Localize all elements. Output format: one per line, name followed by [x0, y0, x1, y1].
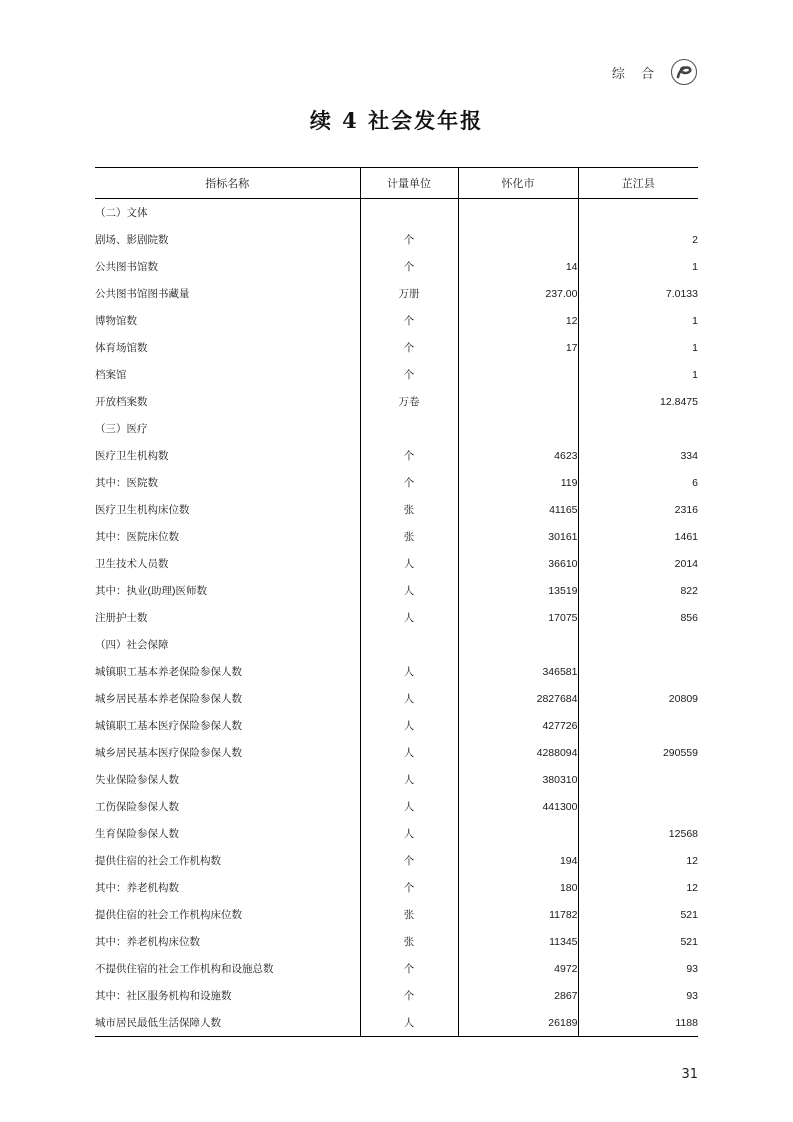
table-row	[95, 307, 698, 334]
row-unit: 个	[360, 253, 458, 280]
row-unit: 个	[360, 361, 458, 388]
row-unit: 人	[360, 1009, 458, 1037]
row-value-huaihua	[458, 631, 578, 658]
row-unit: 人	[360, 739, 458, 766]
row-value-huaihua: 30161	[458, 523, 578, 550]
row-label: （四）社会保障	[95, 639, 169, 651]
row-label: 城市居民最低生活保障人数	[95, 1009, 360, 1037]
row-value-zhijiang: 290559	[578, 739, 698, 766]
table-row	[95, 280, 698, 307]
table-row	[95, 442, 698, 469]
row-unit: 个	[360, 847, 458, 874]
row-value-huaihua: 11345	[458, 928, 578, 955]
row-value-huaihua: 119	[458, 469, 578, 496]
row-value-zhijiang: 7.0133	[578, 280, 698, 307]
row-unit: 个	[360, 469, 458, 496]
column-header-huaihua: 怀化市	[458, 168, 578, 199]
swirl-logo-icon	[670, 58, 698, 86]
row-label: 其中：养老机构数	[95, 882, 179, 894]
row-value-zhijiang	[578, 631, 698, 658]
row-value-huaihua: 427726	[458, 712, 578, 739]
row-value-zhijiang: 93	[578, 955, 698, 982]
row-unit	[360, 415, 458, 442]
row-label: 注册护士数	[95, 612, 148, 624]
row-unit: 张	[360, 901, 458, 928]
row-value-zhijiang: 12568	[578, 820, 698, 847]
table-row	[95, 226, 698, 253]
row-value-huaihua	[458, 361, 578, 388]
row-value-huaihua: 17075	[458, 604, 578, 631]
column-header-indicator: 指标名称	[205, 178, 250, 190]
row-label: 其中：社区服务机构和设施数	[95, 990, 232, 1002]
row-value-huaihua: 4623	[458, 442, 578, 469]
row-value-huaihua	[458, 199, 578, 227]
row-unit: 个	[360, 955, 458, 982]
row-value-zhijiang: 1	[578, 334, 698, 361]
row-value-zhijiang: 1	[578, 253, 698, 280]
row-value-zhijiang: 2014	[578, 550, 698, 577]
row-value-huaihua: 2867	[458, 982, 578, 1009]
table-row	[95, 388, 698, 415]
row-value-zhijiang: 521	[578, 928, 698, 955]
table-row	[95, 739, 698, 766]
row-label: 医疗卫生机构数	[95, 450, 169, 462]
table-row	[95, 577, 698, 604]
row-unit: 个	[360, 307, 458, 334]
row-value-huaihua	[458, 388, 578, 415]
row-value-huaihua: 41165	[458, 496, 578, 523]
row-label: 城乡居民基本养老保险参保人数	[95, 693, 242, 705]
row-label: 其中：医院数	[95, 477, 158, 489]
row-unit: 万册	[360, 280, 458, 307]
table-body	[95, 199, 698, 1037]
table-row	[95, 766, 698, 793]
table-header-row	[95, 168, 698, 199]
row-label: 城乡居民基本医疗保险参保人数	[95, 747, 242, 759]
row-value-zhijiang	[578, 793, 698, 820]
row-unit: 万卷	[360, 388, 458, 415]
row-value-huaihua: 194	[458, 847, 578, 874]
row-unit: 张	[360, 928, 458, 955]
table-row	[95, 874, 698, 901]
row-value-huaihua	[458, 415, 578, 442]
row-value-huaihua: 11782	[458, 901, 578, 928]
row-value-zhijiang: 2316	[578, 496, 698, 523]
row-label: 体育场馆数	[95, 342, 148, 354]
row-value-huaihua: 4972	[458, 955, 578, 982]
row-value-zhijiang: 1188	[578, 1009, 698, 1037]
row-unit	[360, 631, 458, 658]
table-row	[95, 253, 698, 280]
table-row	[95, 469, 698, 496]
row-unit: 人	[360, 793, 458, 820]
table-row	[95, 523, 698, 550]
row-value-zhijiang: 93	[578, 982, 698, 1009]
table-row	[95, 631, 698, 658]
row-value-zhijiang	[578, 712, 698, 739]
page-number: 31	[681, 1067, 698, 1082]
row-value-zhijiang: 6	[578, 469, 698, 496]
row-label: 提供住宿的社会工作机构数	[95, 855, 221, 867]
row-unit	[360, 199, 458, 227]
row-value-huaihua	[458, 820, 578, 847]
section-label: 综 合	[611, 66, 660, 82]
row-unit: 个	[360, 874, 458, 901]
row-label: 其中：执业(助理)医师数	[95, 585, 207, 597]
row-value-zhijiang: 1	[578, 307, 698, 334]
row-value-huaihua: 2827684	[458, 685, 578, 712]
row-value-zhijiang	[578, 415, 698, 442]
row-value-zhijiang: 822	[578, 577, 698, 604]
row-value-zhijiang	[578, 658, 698, 685]
table-row	[95, 793, 698, 820]
table-row	[95, 199, 698, 227]
page-title: 续 4 社会发年报	[309, 108, 484, 133]
row-unit: 个	[360, 334, 458, 361]
table-row	[95, 550, 698, 577]
row-label: 公共图书馆数	[95, 261, 158, 273]
row-label: 档案馆	[95, 369, 127, 381]
table-row	[95, 415, 698, 442]
row-value-zhijiang: 334	[578, 442, 698, 469]
page-header	[612, 58, 698, 86]
row-value-zhijiang	[578, 766, 698, 793]
row-value-zhijiang: 12	[578, 874, 698, 901]
row-value-zhijiang	[578, 199, 698, 227]
table-row	[95, 901, 698, 928]
row-label: 公共图书馆图书藏量	[95, 288, 190, 300]
row-value-huaihua: 13519	[458, 577, 578, 604]
table-row	[95, 361, 698, 388]
table-row	[95, 496, 698, 523]
row-value-huaihua: 180	[458, 874, 578, 901]
row-value-huaihua: 380310	[458, 766, 578, 793]
row-value-huaihua: 14	[458, 253, 578, 280]
row-label: 其中：医院床位数	[95, 531, 179, 543]
row-label: 开放档案数	[95, 396, 148, 408]
row-label: 医疗卫生机构床位数	[95, 504, 190, 516]
column-header-unit: 计量单位	[360, 168, 458, 199]
row-label: 提供住宿的社会工作机构床位数	[95, 909, 242, 921]
table-row	[95, 982, 698, 1009]
row-unit: 人	[360, 550, 458, 577]
row-label: 卫生技术人员数	[95, 558, 169, 570]
row-value-huaihua: 4288094	[458, 739, 578, 766]
row-label: 失业保险参保人数	[95, 774, 179, 786]
column-header-zhijiang: 芷江县	[578, 168, 698, 199]
row-unit: 张	[360, 496, 458, 523]
table-row	[95, 712, 698, 739]
row-unit: 个	[360, 442, 458, 469]
row-label: 不提供住宿的社会工作机构和设施总数	[95, 963, 274, 975]
row-value-zhijiang: 856	[578, 604, 698, 631]
row-value-zhijiang: 1	[578, 361, 698, 388]
row-value-huaihua: 17	[458, 334, 578, 361]
table-row	[95, 334, 698, 361]
row-unit: 个	[360, 982, 458, 1009]
table-row	[95, 820, 698, 847]
row-value-zhijiang: 12	[578, 847, 698, 874]
row-value-zhijiang: 521	[578, 901, 698, 928]
row-value-huaihua: 26189	[458, 1009, 578, 1037]
row-value-huaihua: 346581	[458, 658, 578, 685]
row-unit: 人	[360, 658, 458, 685]
row-unit: 人	[360, 766, 458, 793]
row-unit: 人	[360, 604, 458, 631]
table-row	[95, 685, 698, 712]
row-unit: 人	[360, 712, 458, 739]
row-unit: 人	[360, 577, 458, 604]
row-value-zhijiang: 12.8475	[578, 388, 698, 415]
row-label: 剧场、影剧院数	[95, 234, 169, 246]
row-value-zhijiang: 1461	[578, 523, 698, 550]
row-label: 生育保险参保人数	[95, 828, 179, 840]
table-row	[95, 1009, 698, 1037]
row-label: （三）医疗	[95, 423, 148, 435]
row-value-zhijiang: 2	[578, 226, 698, 253]
row-value-huaihua	[458, 226, 578, 253]
table-row	[95, 604, 698, 631]
row-label: （二）文体	[95, 207, 148, 219]
table-row	[95, 955, 698, 982]
row-label: 工伤保险参保人数	[95, 801, 179, 813]
row-unit: 人	[360, 685, 458, 712]
table-row	[95, 928, 698, 955]
table-row	[95, 847, 698, 874]
row-value-huaihua: 36610	[458, 550, 578, 577]
row-label: 博物馆数	[95, 315, 137, 327]
row-value-huaihua: 441300	[458, 793, 578, 820]
row-value-zhijiang: 20809	[578, 685, 698, 712]
row-label: 城镇职工基本养老保险参保人数	[95, 666, 242, 678]
row-value-huaihua: 12	[458, 307, 578, 334]
row-unit: 张	[360, 523, 458, 550]
row-label: 其中：养老机构床位数	[95, 936, 200, 948]
row-unit: 个	[360, 226, 458, 253]
row-value-huaihua: 237.00	[458, 280, 578, 307]
statistics-table	[95, 167, 698, 1037]
table-row	[95, 658, 698, 685]
row-unit: 人	[360, 820, 458, 847]
row-label: 城镇职工基本医疗保险参保人数	[95, 720, 242, 732]
